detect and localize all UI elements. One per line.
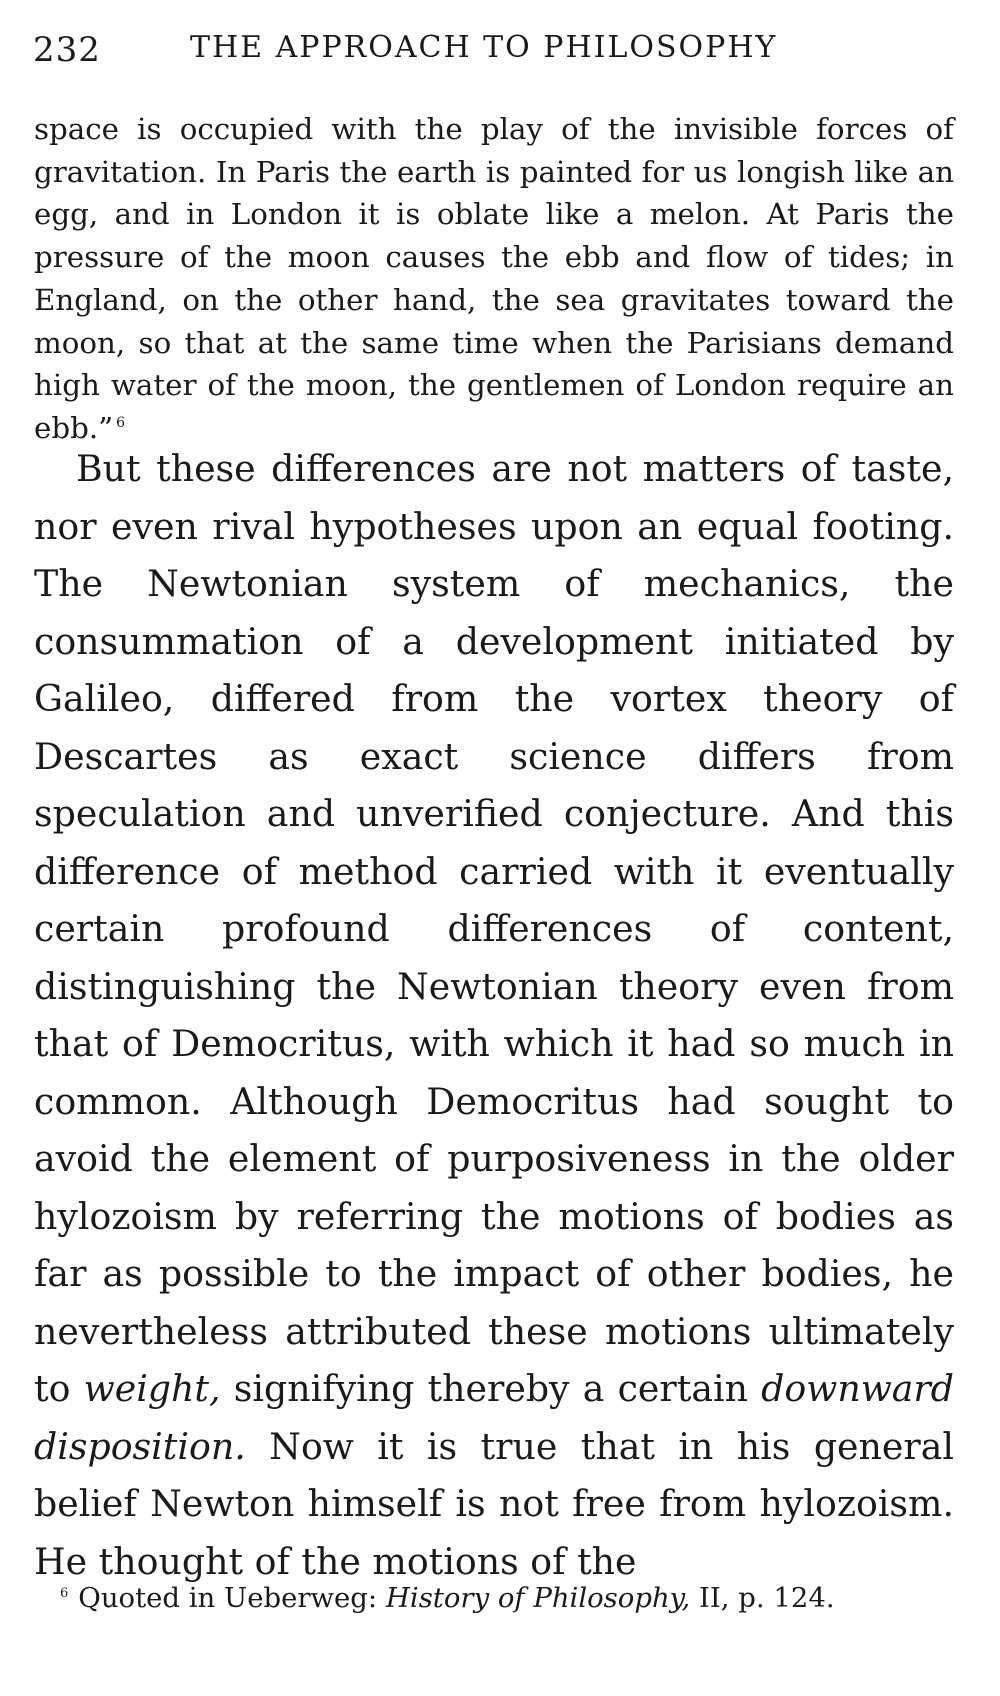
footnote-book-title: History of Philosophy, [385,1582,691,1614]
body-text-part2: signifying thereby a certain [220,1367,762,1410]
page-number: 232 [33,30,101,70]
body-paragraph [34,440,954,1590]
page-header [0,22,1000,82]
emphasis-downward-disposition: downward disposition. [34,1367,954,1468]
body-text-part3: Now it is true that in his general belief Newton himself is not free from hylozoism. He thought of the motions of the [34,1424,954,1583]
footnote-prefix: Quoted in Ueberweg: [78,1582,386,1614]
quote-text: space is occupied with the play of the invisible forces of gravitation. In Paris the earth is painted for us longish like an egg, and in London it is oblate like a melon. At Paris the pressure of the moon causes the ebb and flow of tides; in England, on the other hand, the sea gravitates toward the moon, so that at the same time when the Parisians demand high water of the moon, the gentlemen of London require an ebb.” [34,112,954,445]
footnote [60,1582,960,1614]
body-text-part1: But these differences are not matters of taste, nor even rival hypotheses upon an equal footing. The Newtonian system of mechanics, the consummation of a development initiated by Galileo, differed from the vortex theory of Descartes as exact science differs from speculation and unverified conjecture. And this difference of method carried with it eventually certain profound differences of content, distinguishing the Newtonian theory even from that of Democritus, with which it had so much in common. Although Democritus had sought to avoid the element of purposiveness in the older hylozoism by referring the motions of bodies as far as possible to the impact of other bodies, he nevertheless attributed these motions ultimately to [34,447,954,1410]
running-title: THE APPROACH TO PHILOSOPHY [190,30,778,65]
footnote-reference: 6 [116,415,126,432]
footnote-suffix: II, p. 124. [690,1582,835,1614]
footnote-mark: 6 [60,1585,69,1601]
quoted-passage [34,108,954,450]
emphasis-weight: weight, [83,1367,221,1410]
